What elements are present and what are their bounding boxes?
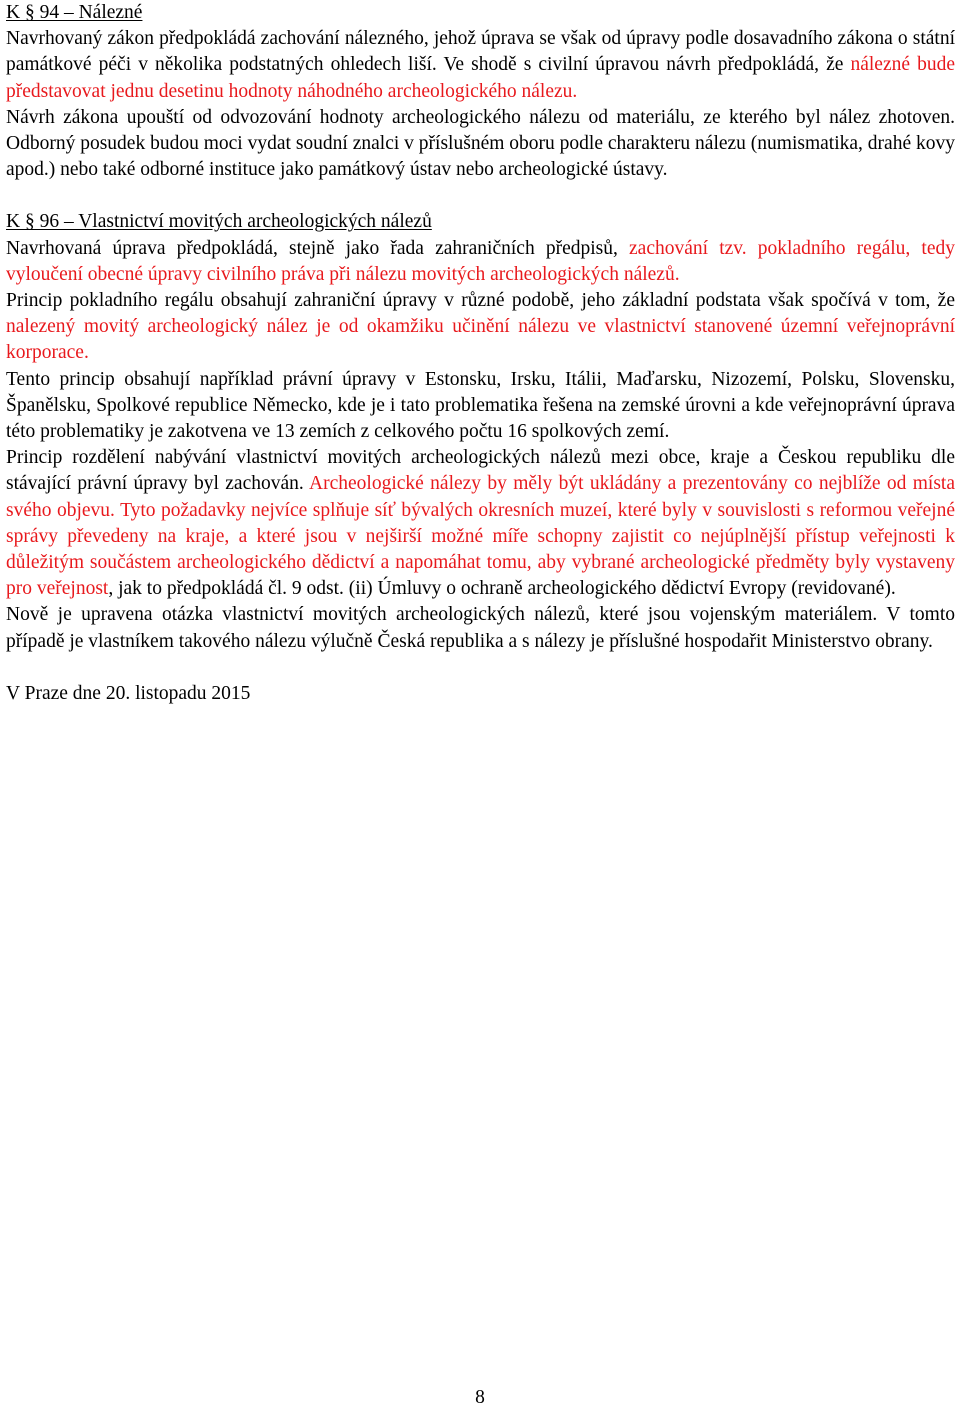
section-96-p4-text: Princip rozdělení nabývání vlastnictví movitých archeologických nálezů mezi obce, kraje a Českou republiku dle stávající právní úpravy byl zachován. <box>6 447 955 495</box>
paragraph-gap <box>6 655 955 681</box>
section-96-p4-highlight: Archeologické nálezy by měly být ukládány a prezentovány co nejblíže od místa svého objevu. Tyto požadavky nejvíce splňuje síť bývalých okresních muzeí, které byly v souvislosti s reformou veřejné správy převedeny na kraje, a které jsou v nejširší možné míře schopny zajistit co nejúplnější přístup veřejnosti k důležitým součástem archeologického dědictví a napomáhat tomu, aby vybrané archeologické předměty byly vystaveny pro veřejnost <box>6 473 955 600</box>
section-94-p1-text: Navrhovaný zákon předpokládá zachování nálezného, jehož úprava se však od úpravy podle dosavadního zákona o státní památkové péči v několika podstatných ohledech liší. Ve shodě s civilní úpravou návrh předpokládá, že <box>6 28 955 76</box>
section-96-paragraph-3: Tento princip obsahují například právní úpravy v Estonsku, Irsku, Itálii, Maďarsku, Nizozemí, Polsku, Slovensku, Španělsku, Spolkové republice Německo, kde je i tato problematika řešena na zemské úrovni a kde veřejnoprávní úprava této problematiky je zakotvena ve 13 zemích z celkového počtu 16 spolkových zemí. <box>6 368 955 443</box>
page-number: 8 <box>475 1387 485 1408</box>
section-94-paragraph-1 <box>6 26 955 105</box>
section-96-paragraph-1 <box>6 236 955 288</box>
section-96-p4-text-end: , jak to předpokládá čl. 9 odst. (ii) Úmluvy o ochraně archeologického dědictví Evropy (revidované). <box>108 578 896 600</box>
section-96-p1-text: Navrhovaná úprava předpokládá, stejně jako řada zahraničních předpisů, <box>6 237 630 259</box>
section-94-p2-text-continued: Odborný posudek budou moci vydat soudní znalci v příslušném oboru podle charakteru nálezu (numismatika, drahé kovy apod.) nebo také odborné instituce jako památkový ústav nebo archeologické ústavy. <box>6 133 955 181</box>
section-96-heading: K § 96 – Vlastnictví movitých archeologických nálezů <box>6 211 432 233</box>
section-96-p1-highlight: zachování tzv. pokladního regálu, tedy vyloučení obecné úpravy civilního práva při nálezu movitých archeologických nálezů. <box>6 237 955 285</box>
section-94-paragraph-2 <box>6 105 955 184</box>
section-96-paragraph-5: Nově je upravena otázka vlastnictví movitých archeologických nálezů, které jsou vojenským materiálem. V tomto případě je vlastníkem takového nálezu výlučně Česká republika a s nálezy je příslušné hospodařit Ministerstvo obrany. <box>6 604 955 652</box>
date-line: V Praze dne 20. listopadu 2015 <box>6 682 251 704</box>
section-94-heading: K § 94 – Nálezné <box>6 2 143 23</box>
document-page <box>6 0 955 707</box>
section-96-paragraph-2 <box>6 288 955 367</box>
section-96-p2-highlight: nalezený movitý archeologický nález je od okamžiku učinění nálezu ve vlastnictví stanovené územní veřejnoprávní korporace. <box>6 316 955 364</box>
section-94-p1-highlight: nálezné bude představovat jednu desetinu hodnoty náhodného archeologického nálezu. <box>6 54 955 102</box>
paragraph-gap <box>6 183 955 209</box>
section-96-p2-text: Princip pokladního regálu obsahují zahraniční úpravy v různé podobě, jeho základní podstata však spočívá v tom, že <box>6 290 955 312</box>
section-96-paragraph-4 <box>6 445 955 602</box>
section-94-p2-text: Návrh zákona upouští od odvozování hodnoty archeologického nálezu od materiálu, ze kterého byl nález zhotoven. <box>6 106 955 128</box>
